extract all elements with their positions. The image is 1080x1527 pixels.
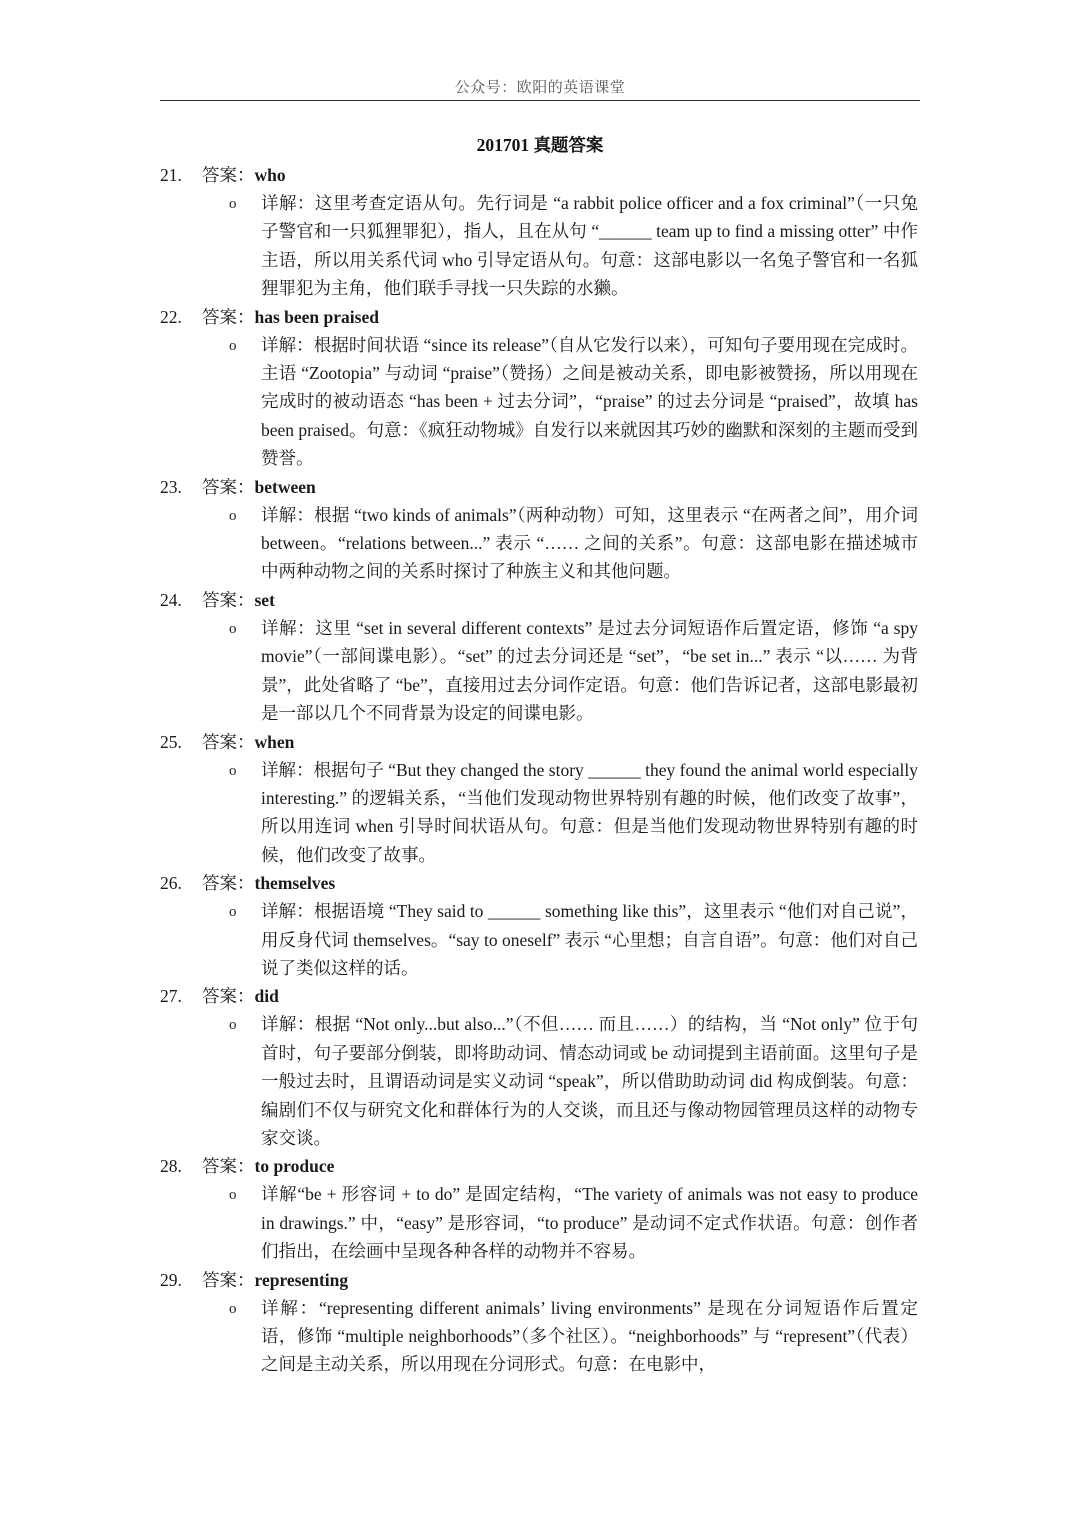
question-number: 23. <box>160 476 182 497</box>
answer-label: 答案： <box>202 476 255 497</box>
question-number: 27. <box>160 986 182 1007</box>
bullet-icon: o <box>229 196 237 212</box>
explanation-block <box>229 1294 918 1379</box>
explanation-block <box>229 501 918 586</box>
answer-text: set <box>254 589 275 610</box>
explanation-block <box>229 756 918 870</box>
explanation-block <box>229 1010 918 1152</box>
answer-text: between <box>254 476 316 497</box>
answer-line <box>160 303 920 331</box>
answer-line <box>160 869 920 897</box>
answer-line <box>160 728 920 756</box>
answer-item-25 <box>160 728 920 870</box>
question-number: 25. <box>160 731 182 752</box>
question-number: 24. <box>160 589 182 610</box>
answer-label: 答案： <box>202 986 255 1007</box>
answer-text: when <box>254 731 295 752</box>
answer-line <box>160 586 920 614</box>
question-number: 21. <box>160 165 182 185</box>
question-number: 28. <box>160 1156 182 1177</box>
answer-text: representing <box>254 1269 349 1290</box>
document-title: 201701 真题答案 <box>476 135 604 155</box>
answer-label: 答案： <box>202 589 255 610</box>
answer-line <box>160 1152 920 1180</box>
question-number: 29. <box>160 1269 182 1290</box>
explanation-text: 详解：这里 “set in several different contexts” 是过去分词短语作后置定语，修饰 “a spy movie”（一部间谍电影）。“set” 的过去分词还是 “set”，“be set in...” 表示 “以…… 为背景”，此处省略了 “be”，直接用过去分词作定语。句意：他们告诉记者，这部电影最初是一部以几个不同背景为设定的间谍电影。 <box>261 617 918 724</box>
explanation-text: 详解：根据 “two kinds of animals”（两种动物）可知，这里表示 “在两者之间”，用介词 between。“relations between...” 表示 “…… 之间的关系”。句意：这部电影在描述城市中两种动物之间的关系时探讨了种族主义和其他问题。 <box>261 504 918 582</box>
bullet-icon: o <box>229 1300 237 1317</box>
answer-label: 答案： <box>202 731 255 752</box>
question-number: 26. <box>160 873 182 894</box>
answer-list <box>160 161 920 1379</box>
answer-item-22 <box>160 303 920 473</box>
answer-item-21 <box>160 161 920 303</box>
answer-text: has been praised <box>254 306 379 327</box>
answer-item-23 <box>160 473 920 586</box>
bullet-icon: o <box>229 507 237 524</box>
explanation-text: 详解“be + 形容词 + to do” 是固定结构，“The variety of animals was not easy to produce in drawings.” 中，“easy” 是形容词，“to produce” 是动词不定式作状语。句意：创作者们指出，在绘画中呈现各种各样的动物并不容易。 <box>261 1184 918 1262</box>
explanation-block <box>229 189 918 303</box>
answer-text: who <box>254 165 286 185</box>
header-rule <box>160 100 920 101</box>
answer-line <box>160 473 920 501</box>
answer-item-27 <box>160 982 920 1152</box>
answer-label: 答案： <box>202 306 255 327</box>
explanation-block <box>229 1180 918 1265</box>
explanation-text: 详解：这里考查定语从句。先行词是 “a rabbit police officer and a fox criminal”（一只兔子警官和一只狐狸罪犯），指人，且在从句 “______ team up to find a missing otter” 中作主语，所以用关系代词 who 引导定语从句。句意：这部电影以一名兔子警官和一名狐狸罪犯为主角，他们联手寻找一只失踪的水獭。 <box>261 193 918 299</box>
answer-item-28 <box>160 1152 920 1265</box>
bullet-icon: o <box>229 904 237 921</box>
explanation-text: 详解：根据语境 “They said to ______ something like this”，这里表示 “他们对自己说”，用反身代词 themselves。“say to oneself” 表示 “心里想；自言自语”。句意：他们对自己说了类似这样的话。 <box>261 901 918 978</box>
explanation-text: 详解：“representing different animals’ living environments” 是现在分词短语作后置定语，修饰 “multiple neighborhoods”（多个社区）。“neighborhoods” 与 “represent”（代表）之间是主动关系，所以用现在分词形式。句意：在电影中， <box>261 1297 918 1375</box>
bullet-icon: o <box>229 762 237 779</box>
bullet-icon: o <box>229 1017 237 1034</box>
explanation-text: 详解：根据时间状语 “since its release”（自从它发行以来），可知句子要用现在完成时。主语 “Zootopia” 与动词 “praise”（赞扬）之间是被动关系，即电影被赞扬，所以用现在完成时的被动语态 “has been + 过去分词”，“praise” 的过去分词是 “praised”，故填 has been praised。句意：《疯狂动物城》自发行以来就因其巧妙的幽默和深刻的主题而受到赞誉。 <box>261 334 918 469</box>
answer-line <box>160 161 920 189</box>
bullet-icon: o <box>229 337 237 354</box>
page-header: 公众号：欧阳的英语课堂 <box>454 80 626 96</box>
answer-label: 答案： <box>202 1156 255 1177</box>
answer-text: did <box>254 986 279 1007</box>
answer-text: to produce <box>254 1156 335 1177</box>
bullet-icon: o <box>229 1187 237 1204</box>
answer-item-29 <box>160 1266 920 1379</box>
explanation-block <box>229 614 918 728</box>
answer-label: 答案： <box>202 1269 255 1290</box>
question-number: 22. <box>160 306 182 327</box>
answer-label: 答案： <box>202 873 255 894</box>
answer-item-26 <box>160 869 920 982</box>
explanation-block <box>229 331 918 473</box>
answer-item-24 <box>160 586 920 728</box>
explanation-block <box>229 897 918 982</box>
answer-line <box>160 1266 920 1294</box>
answer-text: themselves <box>254 873 336 894</box>
answer-line <box>160 982 920 1010</box>
answer-label: 答案： <box>202 165 255 185</box>
explanation-text: 详解：根据句子 “But they changed the story ______ they found the animal world especially interesting.” 的逻辑关系，“当他们发现动物世界特别有趣的时候，他们改变了故事”，所以用连词 when 引导时间状语从句。句意：但是当他们发现动物世界特别有趣的时候，他们改变了故事。 <box>261 759 918 865</box>
explanation-text: 详解：根据 “Not only...but also...”（不但…… 而且……）的结构，当 “Not only” 位于句首时，句子要部分倒装，即将助动词、情态动词或 be 动词提到主语前面。这里句子是一般过去时，且谓语动词是实义动词 “speak”，所以借助助动词 did 构成倒装。句意：编剧们不仅与研究文化和群体行为的人交谈，而且还与像动物园管理员这样的动物专家交谈。 <box>261 1014 918 1148</box>
bullet-icon: o <box>229 620 237 637</box>
